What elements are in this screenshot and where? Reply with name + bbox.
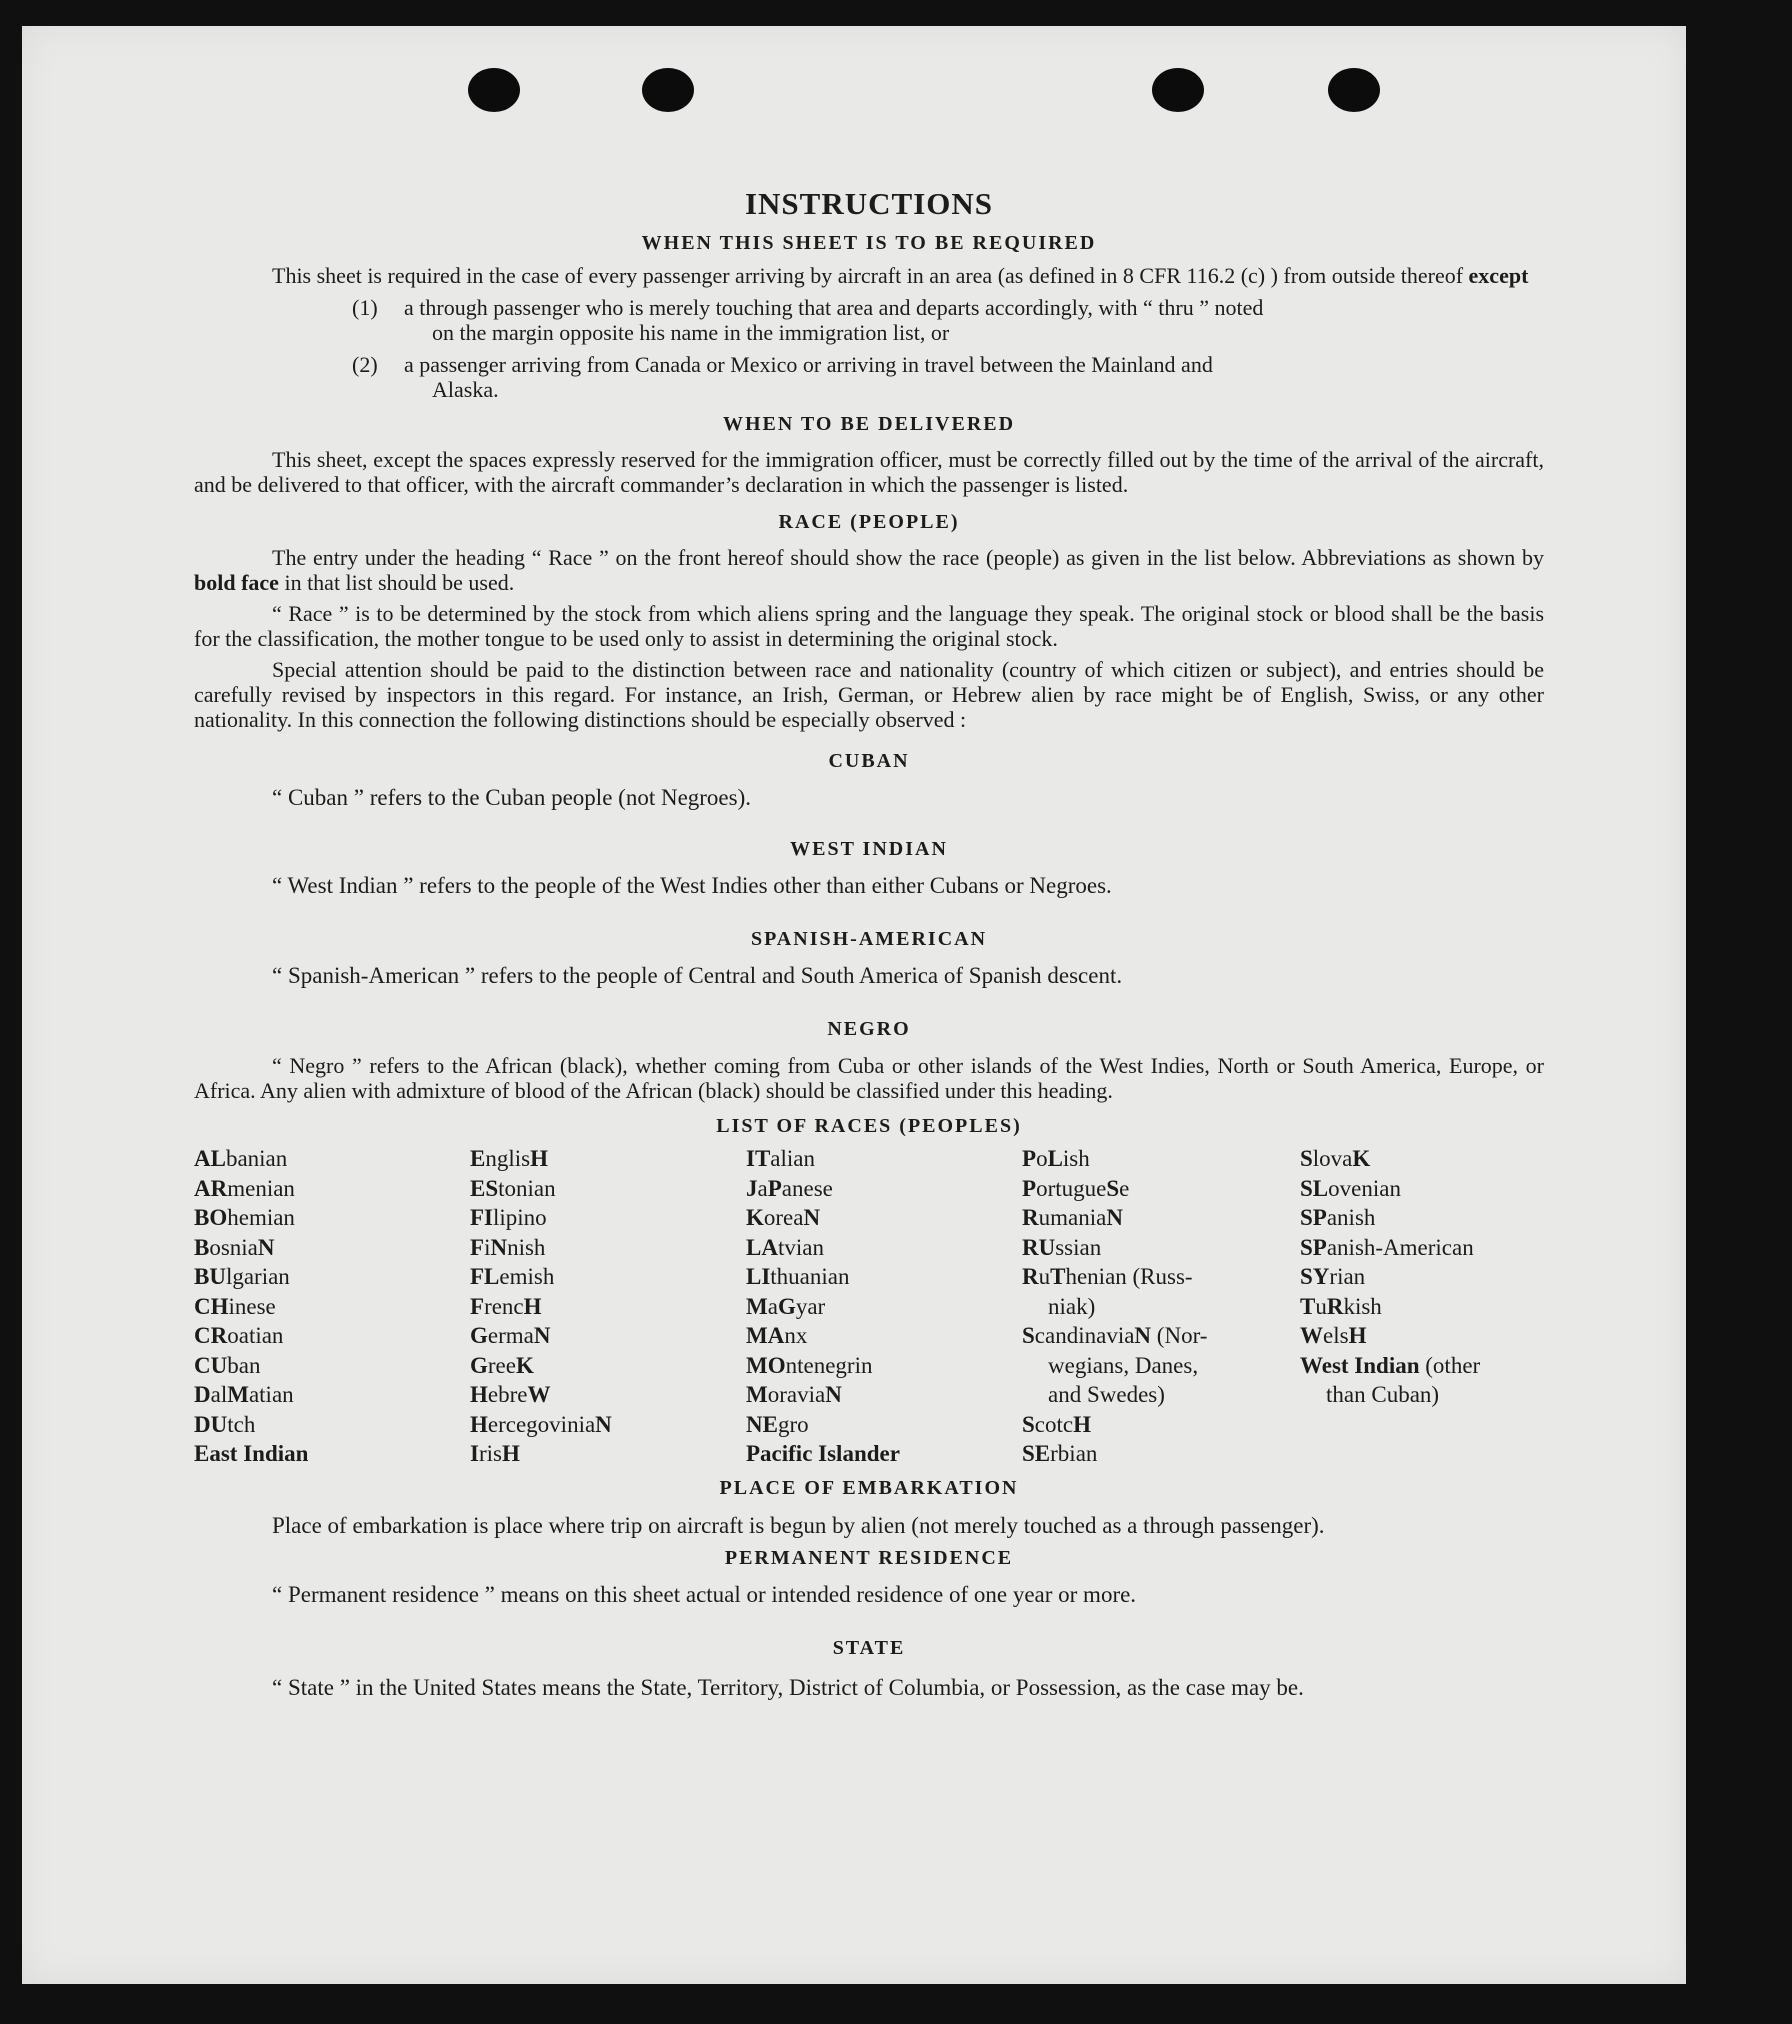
race-entry: Pacific Islander xyxy=(746,1441,900,1466)
race-entry: PortugueSe xyxy=(1022,1175,1130,1201)
document-page xyxy=(22,26,1686,1984)
race-entry: BosniaN xyxy=(194,1234,275,1260)
race-entry: PoLish xyxy=(1022,1146,1090,1171)
race-entry: SYrian xyxy=(1300,1264,1366,1289)
paragraph-embarkation: Place of embarkation is place where trip on aircraft is begun by alien (not merely touched as a through passenger). xyxy=(272,1512,1325,1538)
race-entry: LAtvian xyxy=(746,1234,824,1260)
exception-item-2: (2) a passenger arriving from Canada or Mexico or arriving in travel between the Mainland and Alaska. xyxy=(352,352,1213,402)
race-entry: niak) xyxy=(1048,1293,1096,1319)
race-entry: wegians, Danes, xyxy=(1048,1352,1199,1378)
race-entry: IrisH xyxy=(470,1441,520,1466)
race-entry: TuRkish xyxy=(1300,1293,1382,1319)
race-entry: RumaniaN xyxy=(1022,1205,1123,1230)
heading-negro: NEGRO xyxy=(827,1018,911,1040)
race-entry: RUssian xyxy=(1022,1234,1102,1260)
race-entry: ScandinaviaN (Nor- xyxy=(1022,1323,1208,1348)
race-entry: JaPanese xyxy=(746,1175,833,1201)
race-entry: ITalian xyxy=(746,1146,815,1171)
race-entry: WelsH xyxy=(1300,1323,1367,1348)
races-column xyxy=(470,1144,746,1469)
races-column xyxy=(194,1144,470,1469)
paragraph-delivered: This sheet, except the spaces expressly reserved for the immigration officer, must be correctly filled out by the time of the arrival of the aircraft, and be delivered to that officer, with the aircraft commander’s declaration in which the passenger is listed. xyxy=(194,447,1544,497)
heading-state: STATE xyxy=(832,1636,906,1659)
heading-list-of-races: LIST OF RACES (PEOPLES) xyxy=(716,1115,1022,1137)
race-entry: GermaN xyxy=(470,1323,551,1348)
race-entry: ScotcH xyxy=(1022,1411,1091,1437)
race-entry: BUlgarian xyxy=(194,1264,290,1289)
paragraph-race-3: Special attention should be paid to the distinction between race and nationality (country of which citizen or subject), and entries should be carefully revised by inspectors in this regard. For instance, an Irish, German, or Hebrew alien by race might be of English, Swiss, or any other nationality. In this connection the following distinctions should be especially observed : xyxy=(194,657,1544,732)
instructions-content xyxy=(194,186,1544,1703)
paragraph-negro: “ Negro ” refers to the African (black), whether coming from Cuba or other islands of the West Indies, North or South America, Europe, or Africa. Any alien with admixture of blood of the African (black) should be classified under this heading. xyxy=(194,1053,1544,1103)
exception-item-1: (1) a through passenger who is merely touching that area and departs accordingly, with “ thru ” noted on the margin opposite his name in the immigration list, or xyxy=(352,295,1264,345)
race-entry: MaGyar xyxy=(746,1293,826,1319)
paragraph-state: “ State ” in the United States means the State, Territory, District of Columbia, or Possession, as the case may be. xyxy=(272,1674,1304,1700)
race-entry: MOntenegrin xyxy=(746,1352,873,1378)
race-entry: FrencH xyxy=(470,1293,542,1319)
heading-west-indian: WEST INDIAN xyxy=(790,838,948,860)
page-title: INSTRUCTIONS xyxy=(744,186,993,221)
race-entry: SLovenian xyxy=(1300,1175,1401,1201)
race-entry: CHinese xyxy=(194,1293,276,1319)
race-entry: SlovaK xyxy=(1300,1146,1371,1171)
race-entry: LIthuanian xyxy=(746,1264,850,1289)
paragraph-residence: “ Permanent residence ” means on this sheet actual or intended residence of one year or more. xyxy=(272,1581,1137,1607)
punch-hole xyxy=(1328,68,1380,112)
race-entry: EnglisH xyxy=(470,1146,548,1171)
race-entry: MAnx xyxy=(746,1323,808,1348)
race-entry: CRoatian xyxy=(194,1323,284,1348)
race-entry: East Indian xyxy=(194,1441,309,1466)
paragraph-required: This sheet is required in the case of every passenger arriving by aircraft in an area (as defined in 8 CFR 116.2 (c) ) from outside thereof except xyxy=(272,263,1529,288)
race-entry: EStonian xyxy=(470,1175,556,1201)
heading-race: RACE (PEOPLE) xyxy=(778,511,960,533)
heading-when-required: WHEN THIS SHEET IS TO BE REQUIRED xyxy=(641,232,1097,254)
race-entry: than Cuban) xyxy=(1326,1382,1440,1407)
punch-hole xyxy=(468,68,520,112)
heading-spanish-american: SPANISH-AMERICAN xyxy=(750,928,988,950)
race-entry: RuThenian (Russ- xyxy=(1022,1264,1193,1289)
paragraph-race-1: The entry under the heading “ Race ” on the front hereof should show the race (people) as given in the list below. Abbreviations as shown by bold face in that list should be used. xyxy=(194,545,1544,595)
punch-hole xyxy=(642,68,694,112)
paragraph-cuban: “ Cuban ” refers to the Cuban people (not Negroes). xyxy=(272,785,752,810)
race-entry: West Indian (other xyxy=(1300,1352,1481,1378)
race-entry: HebreW xyxy=(470,1382,551,1407)
race-entry: DalMatian xyxy=(194,1382,294,1407)
heading-cuban: CUBAN xyxy=(828,750,910,772)
race-entry: ARmenian xyxy=(194,1175,295,1201)
races-column xyxy=(1300,1144,1544,1469)
race-entry: DUtch xyxy=(194,1411,256,1437)
races-list xyxy=(194,1144,1544,1469)
punch-hole xyxy=(1152,68,1204,112)
heading-residence: PERMANENT RESIDENCE xyxy=(724,1546,1014,1569)
race-entry: SErbian xyxy=(1022,1441,1098,1466)
race-entry: NEgro xyxy=(746,1411,809,1437)
race-entry: ALbanian xyxy=(194,1146,288,1171)
race-entry: FLemish xyxy=(470,1264,555,1289)
race-entry: CUban xyxy=(194,1352,261,1378)
race-entry: BOhemian xyxy=(194,1205,295,1230)
races-column xyxy=(1022,1144,1300,1469)
paragraph-west-indian: “ West Indian ” refers to the people of the West Indies other than either Cubans or Negroes. xyxy=(272,873,1112,898)
race-entry: KoreaN xyxy=(746,1205,821,1230)
race-entry: FIlipino xyxy=(470,1205,547,1230)
paragraph-spanish-american: “ Spanish-American ” refers to the people of Central and South America of Spanish descent. xyxy=(272,963,1123,988)
race-entry: FiNnish xyxy=(470,1234,546,1260)
race-entry: and Swedes) xyxy=(1048,1382,1165,1407)
race-entry: SPanish xyxy=(1300,1205,1376,1230)
race-entry: HercegoviniaN xyxy=(470,1411,612,1437)
race-entry: GreeK xyxy=(470,1352,534,1378)
heading-when-delivered: WHEN TO BE DELIVERED xyxy=(722,413,1016,435)
race-entry: SPanish-American xyxy=(1300,1234,1474,1260)
heading-embarkation: PLACE OF EMBARKATION xyxy=(719,1476,1019,1499)
race-entry: MoraviaN xyxy=(746,1382,842,1407)
races-column xyxy=(746,1144,1022,1469)
paragraph-race-2: “ Race ” is to be determined by the stock from which aliens spring and the language they speak. The original stock or blood shall be the basis for the classification, the mother tongue to be used only to assist in determining the original stock. xyxy=(194,601,1544,651)
